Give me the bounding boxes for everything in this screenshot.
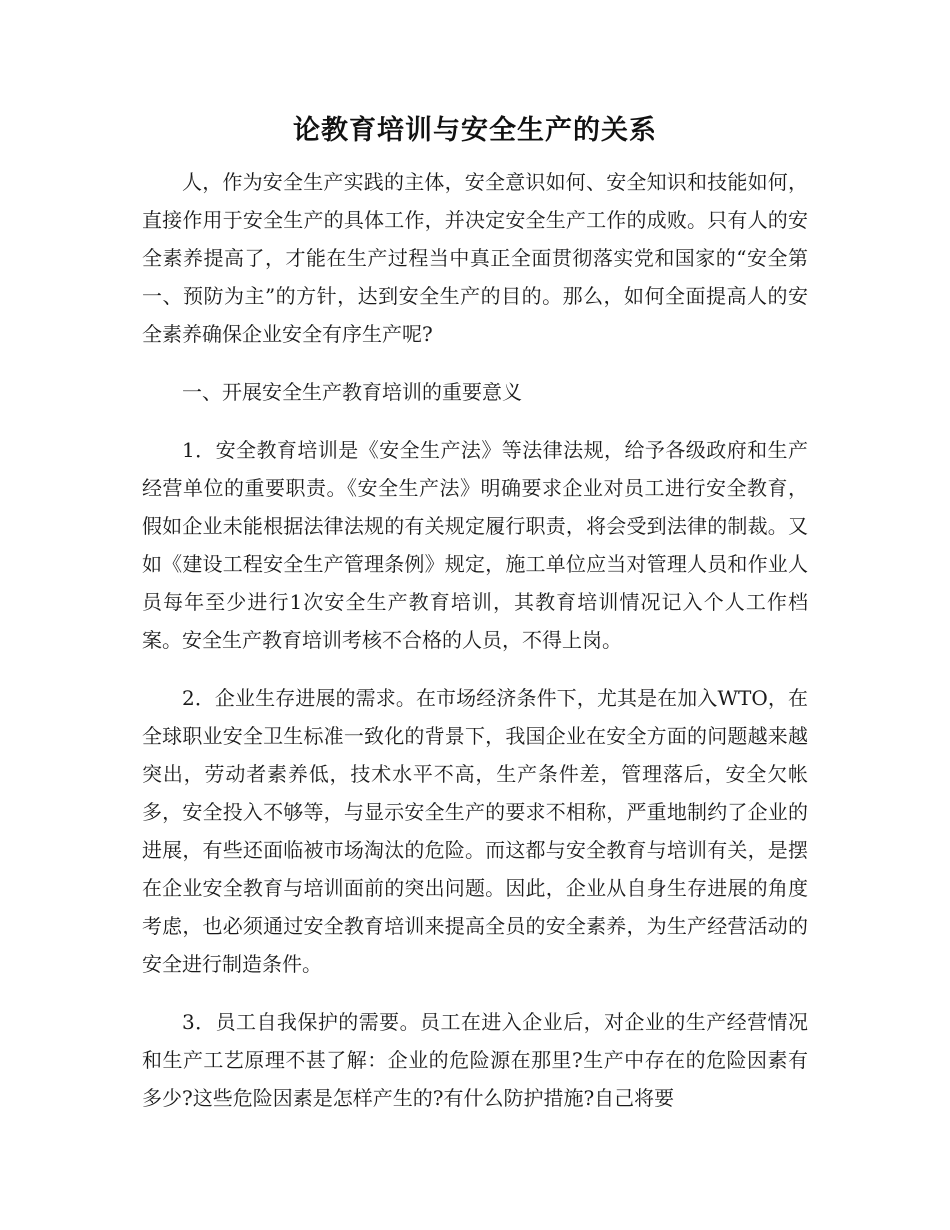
intro-paragraph: 人，作为安全生产实践的主体，安全意识如何、安全知识和技能如何，直接作用于安全生产的具体工作，并决定安全生产工作的成败。只有人的安全素养提高了，才能在生产过程当中真正全面贯彻落实党和国家的“安全第一、预防为主”的方针，达到安全生产的目的。那么，如何全面提高人的安全素养确保企业安全有序生产呢?	[142, 170, 808, 346]
document-body	[142, 163, 808, 1137]
paragraph-item-2: 2．企业生存进展的需求。在市场经济条件下，尤其是在加入WTO，在全球职业安全卫生标准一致化的背景下，我国企业在安全方面的问题越来越突出，劳动者素养低，技术水平不高，生产条件差，管理落后，安全欠帐多，安全投入不够等，与显示安全生产的要求不相称，严重地制约了企业的进展，有些还面临被市场淘汰的危险。而这都与安全教育与培训有关，是摆在企业安全教育与培训面前的突出问题。因此，企业从自身生存进展的角度考虑，也必须通过安全教育培训来提高全员的安全素养，为生产经营活动的安全进行制造条件。	[142, 686, 808, 976]
document-title: 论教育培训与安全生产的关系	[293, 115, 657, 146]
section-heading: 一、开展安全生产教育培训的重要意义	[182, 380, 522, 404]
paragraph-item-1: 1．安全教育培训是《安全生产法》等法律法规，给予各级政府和生产经营单位的重要职责。《安全生产法》明确要求企业对员工进行安全教育，假如企业未能根据法律法规的有关规定履行职责，将会受到法律的制裁。又如《建设工程安全生产管理条例》规定，施工单位应当对管理人员和作业人员每年至少进行1次安全生产教育培训，其教育培训情况记入个人工作档案。安全生产教育培训考核不合格的人员，不得上岗。	[142, 438, 808, 652]
paragraph-item-3: 3．员工自我保护的需要。员工在进入企业后，对企业的生产经营情况和生产工艺原理不甚了解：企业的危险源在那里?生产中存在的危险因素有多少?这些危险因素是怎样产生的?有什么防护措施?自己将要	[142, 1010, 808, 1110]
